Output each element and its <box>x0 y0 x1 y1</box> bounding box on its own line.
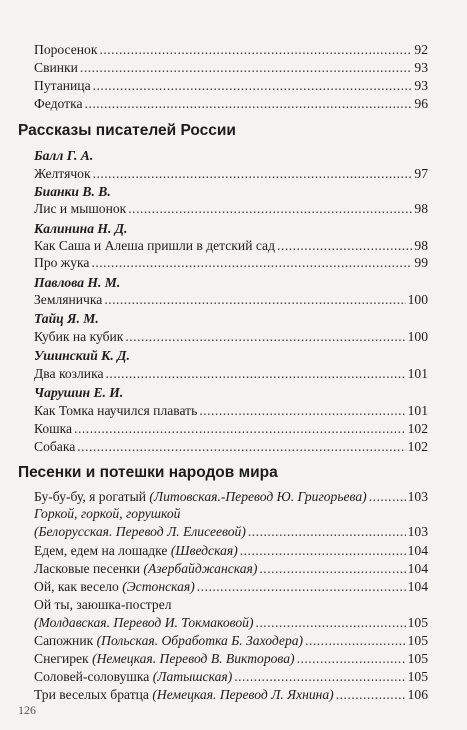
song-title: Ой, как весело <box>34 579 123 594</box>
toc-entry <box>34 651 428 667</box>
leader-dots <box>234 669 405 685</box>
section-heading: Песенки и потешки народов мира <box>18 464 278 481</box>
entry-title: Как Саша и Алеша пришли в детский сад <box>34 238 276 253</box>
toc-entry <box>34 579 428 595</box>
song-title: Бу-бу-бу, я рогатый <box>34 489 150 504</box>
toc-entry <box>34 255 428 271</box>
leader-dots <box>248 524 406 540</box>
entry-title <box>34 633 303 649</box>
toc-entry <box>34 166 428 182</box>
author-name: Балл Г. А. <box>34 148 94 163</box>
entry-title <box>34 651 295 667</box>
toc-entry <box>34 421 428 437</box>
song-origin: (Шведская) <box>170 543 238 558</box>
author-name: Чарушин Е. И. <box>34 385 124 400</box>
entry-page: 98 <box>414 238 428 253</box>
toc-entry <box>34 329 428 345</box>
song-title: Ласковые песенки <box>34 561 144 576</box>
toc-entry <box>34 60 428 76</box>
entry-page: 98 <box>414 201 428 216</box>
entry-page: 102 <box>407 421 428 436</box>
author-name: Калинина Н. Д. <box>34 221 128 236</box>
toc-entry <box>34 524 428 540</box>
leader-dots <box>106 366 406 382</box>
leader-dots <box>277 238 412 254</box>
entry-title: Федотка <box>34 96 83 111</box>
entry-page: 99 <box>414 255 428 270</box>
leader-dots <box>336 687 406 703</box>
author-name: Тайц Я. М. <box>34 311 99 326</box>
song-origin: (Литовская.-Перевод Ю. Григорьева) <box>149 489 367 504</box>
entry-page: 106 <box>407 687 428 702</box>
leader-dots <box>259 561 405 577</box>
toc-entry <box>34 633 428 649</box>
song-origin: (Латышская) <box>152 669 233 684</box>
toc-entry <box>34 42 428 58</box>
song-origin: (Азербайджанская) <box>143 561 258 576</box>
song-title: Горкой, горкой, горушкой <box>34 506 181 521</box>
entry-page: 93 <box>414 60 428 75</box>
entry-title: Желтячок <box>34 166 91 181</box>
leader-dots <box>199 403 405 419</box>
entry-title: Путаница <box>34 78 91 93</box>
leader-dots <box>125 329 405 345</box>
entry-title: Кошка <box>34 421 73 436</box>
section-heading: Рассказы писателей России <box>18 122 236 139</box>
leader-dots <box>93 166 413 182</box>
entry-page: 104 <box>407 561 428 576</box>
toc-entry <box>34 96 428 112</box>
entry-title: Кубик на кубик <box>34 329 124 344</box>
entry-page: 105 <box>407 651 428 666</box>
entry-page: 103 <box>407 524 428 539</box>
entry-title <box>34 687 334 703</box>
song-origin: (Немецкая. Перевод В. Викторова) <box>92 651 295 666</box>
song-origin: (Эстонская) <box>122 579 195 594</box>
entry-page: 100 <box>407 292 428 307</box>
leader-dots <box>74 421 406 437</box>
toc-entry <box>34 489 428 505</box>
leader-dots <box>93 78 413 94</box>
song-title: Три веселых братца <box>34 687 153 702</box>
song-title: Сапожник <box>34 633 97 648</box>
entry-page: 100 <box>407 329 428 344</box>
entry-title: Свинки <box>34 60 78 75</box>
entry-page: 105 <box>407 615 428 630</box>
leader-dots <box>297 651 406 667</box>
song-origin: (Польская. Обработка Б. Заходера) <box>96 633 304 648</box>
entry-title: Как Томка научился плавать <box>34 403 198 418</box>
toc-entry <box>34 238 428 254</box>
entry-title: Про жука <box>34 255 90 270</box>
leader-dots <box>256 615 406 631</box>
entry-page: 92 <box>414 42 428 57</box>
page-number: 126 <box>18 703 36 717</box>
entry-page: 104 <box>407 579 428 594</box>
toc-entry <box>34 561 428 577</box>
author-name: Бианки В. В. <box>34 184 111 199</box>
leader-dots <box>305 633 406 649</box>
toc-entry <box>34 615 428 631</box>
song-title: Снегирек <box>34 651 93 666</box>
leader-dots <box>240 543 406 559</box>
song-title: Едем, едем на лошадке <box>34 543 171 558</box>
leader-dots <box>104 292 405 308</box>
leader-dots <box>77 439 405 455</box>
entry-title: Лис и мышонок <box>34 201 127 216</box>
toc-entry <box>34 292 428 308</box>
entry-page: 105 <box>407 633 428 648</box>
toc-entry <box>34 543 428 559</box>
entry-page: 104 <box>407 543 428 558</box>
entry-page: 101 <box>407 366 428 381</box>
toc-entry <box>34 78 428 94</box>
entry-title <box>34 543 238 559</box>
leader-dots <box>80 60 412 76</box>
song-origin: (Белорусская. Перевод Л. Елисеевой) <box>34 524 246 539</box>
leader-dots <box>197 579 406 595</box>
entry-title: Земляничка <box>34 292 103 307</box>
toc-entry <box>34 687 428 703</box>
author-name: Павлова Н. М. <box>34 275 121 290</box>
entry-title <box>34 561 257 577</box>
toc-entry <box>34 201 428 217</box>
entry-page: 97 <box>414 166 428 181</box>
entry-title <box>34 489 367 505</box>
song-origin: (Немецкая. Перевод Л. Яхнина) <box>152 687 334 702</box>
author-name: Ушинский К. Д. <box>34 348 130 363</box>
entry-page: 103 <box>407 489 428 504</box>
song-title: Ой ты, заюшка-пострел <box>34 597 172 612</box>
leader-dots <box>91 255 412 271</box>
entry-title: Два козлика <box>34 366 104 381</box>
entry-page: 102 <box>407 439 428 454</box>
entry-page: 96 <box>414 96 428 111</box>
entry-page: 105 <box>407 669 428 684</box>
entry-title: Собака <box>34 439 76 454</box>
leader-dots <box>369 489 406 505</box>
leader-dots <box>99 42 412 58</box>
toc-entry <box>34 439 428 455</box>
entry-title: Поросенок <box>34 42 98 57</box>
song-origin: (Молдавская. Перевод И. Токмаковой) <box>34 615 254 630</box>
toc-entry <box>34 669 428 685</box>
entry-page: 101 <box>407 403 428 418</box>
entry-page: 93 <box>414 78 428 93</box>
toc-entry <box>34 403 428 419</box>
leader-dots <box>85 96 413 112</box>
toc-entry <box>34 366 428 382</box>
entry-title <box>34 669 232 685</box>
entry-title <box>34 579 195 595</box>
leader-dots <box>128 201 412 217</box>
song-title: Соловей-соловушка <box>34 669 153 684</box>
